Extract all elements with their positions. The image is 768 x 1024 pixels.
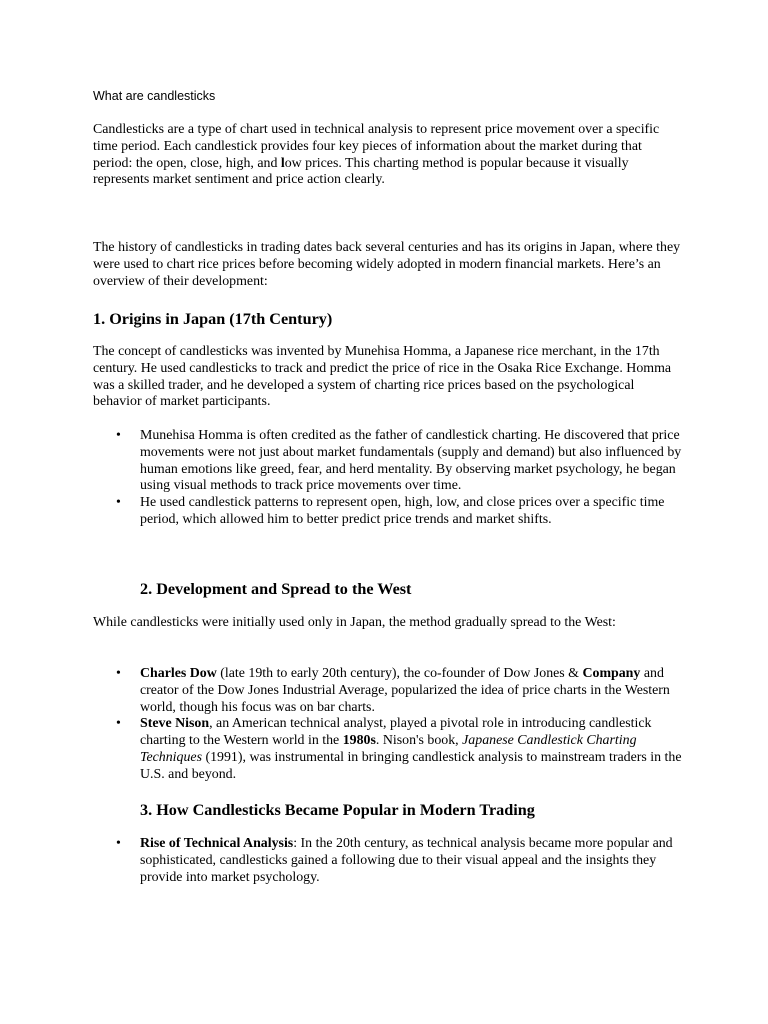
list-item: • Rise of Technical Analysis: In the 20th century, as technical analysis became more popular and sophisticated, candlesticks gained a following due to their visual appeal and the insights they provide into market psychology. bbox=[93, 836, 683, 886]
document-title: What are candlesticks bbox=[93, 89, 216, 103]
section-1-list bbox=[93, 428, 683, 529]
list-item: • Munehisa Homma is often credited as the father of candlestick charting. He discovered that price movements were not just about market fundamentals (supply and demand) but also influenced by human emotions like greed, fear, and herd mentality. By observing market psychology, he began using visual methods to track price movements over time. bbox=[93, 428, 683, 495]
section-1-paragraph: The concept of candlesticks was invented by Munehisa Homma, a Japanese rice merchant, in the 17th century. He used candlesticks to track and predict the price of rice in the Osaka Rice Exchange. Homma was a skilled trader, and he developed a system of charting rice prices based on the psychological behavior of market participants. bbox=[93, 344, 672, 410]
intro-paragraph-1: Candlesticks are a type of chart used in technical analysis to represent price movement over a specific time period. Each candlestick provides four key pieces of information about the market during that period: the open, close, high, and low prices. This charting method is popular because it visually represents market sentiment and price action clearly. bbox=[93, 122, 660, 188]
intro-paragraph-2: The history of candlesticks in trading dates back several centuries and has its origins in Japan, where they were used to chart rice prices before becoming widely adopted in modern financial markets. Here’s an overview of their development: bbox=[93, 240, 681, 289]
section-2-heading: 2. Development and Spread to the West bbox=[140, 580, 412, 598]
section-1-heading: 1. Origins in Japan (17th Century) bbox=[93, 310, 333, 328]
list-item: • Steve Nison, an American technical analyst, played a pivotal role in introducing candlestick charting to the Western world in the 1980s. Nison's book, Japanese Candlestick Charting Techniques (1991), was instrumental in bringing candlestick analysis to mainstream traders in the U.S. and beyond. bbox=[93, 716, 683, 783]
list-item: • He used candlestick patterns to represent open, high, low, and close prices over a specific time period, which allowed him to better predict price trends and market shifts. bbox=[93, 495, 683, 529]
section-3-list bbox=[93, 836, 683, 886]
section-3-heading: 3. How Candlesticks Became Popular in Modern Trading bbox=[140, 801, 535, 819]
section-2-list bbox=[93, 666, 683, 784]
section-2-paragraph: While candlesticks were initially used only in Japan, the method gradually spread to the West: bbox=[93, 615, 616, 630]
list-item: • Charles Dow (late 19th to early 20th century), the co-founder of Dow Jones & Company and creator of the Dow Jones Industrial Average, popularized the idea of price charts in the Western world, though his focus was on bar charts. bbox=[93, 666, 683, 716]
